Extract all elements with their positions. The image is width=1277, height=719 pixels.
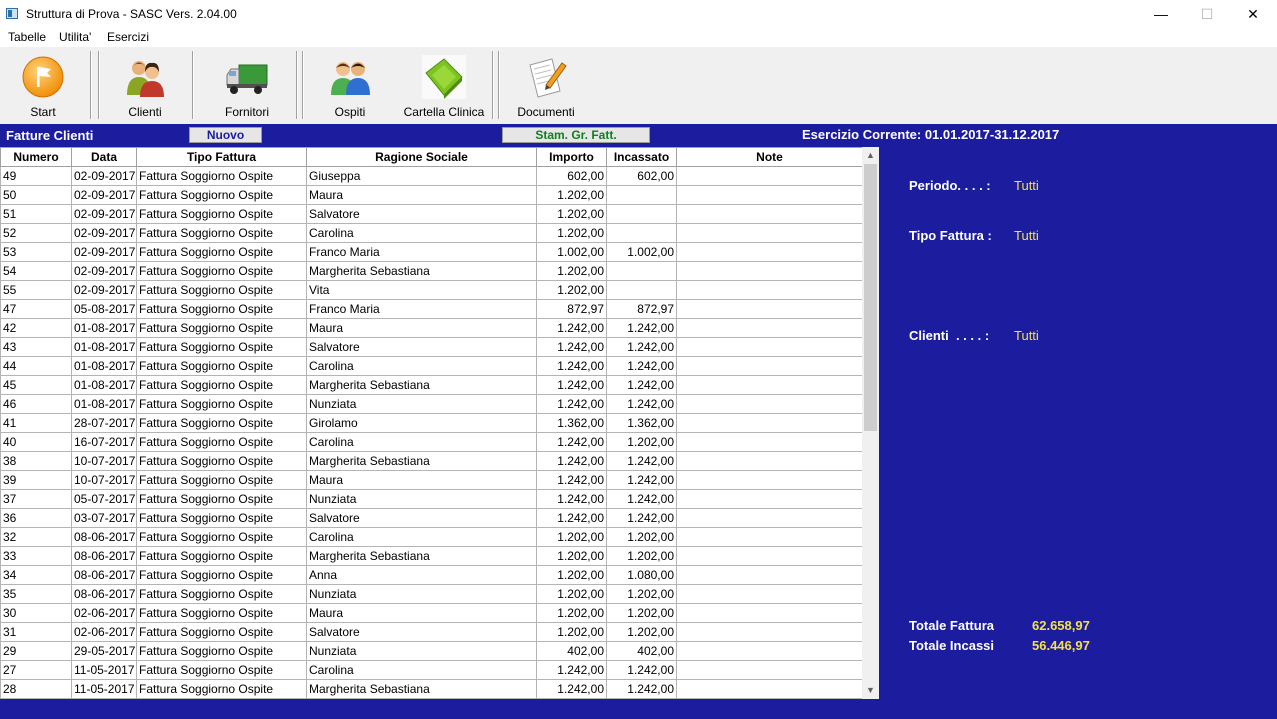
cell-ragione-sociale[interactable]: Giuseppa [307,167,537,186]
cell-importo[interactable]: 1.202,00 [537,205,607,224]
cell-data[interactable]: 08-06-2017 [72,528,137,547]
cell-numero[interactable]: 54 [1,262,72,281]
clienti-button[interactable] [100,47,190,124]
table-row[interactable] [1,680,863,699]
totale-fattura-value: 62.658,97 [1032,618,1090,633]
cell-data[interactable]: 02-09-2017 [72,205,137,224]
cell-data[interactable]: 02-09-2017 [72,186,137,205]
close-button[interactable]: ✕ [1247,6,1259,22]
cell-importo[interactable]: 1.202,00 [537,623,607,642]
cell-note[interactable] [677,623,863,642]
scroll-down-icon[interactable]: ▼ [866,685,875,695]
cell-numero[interactable]: 52 [1,224,72,243]
cell-data[interactable]: 08-06-2017 [72,547,137,566]
cell-numero[interactable]: 53 [1,243,72,262]
cell-numero[interactable]: 51 [1,205,72,224]
cell-note[interactable] [677,319,863,338]
cell-numero[interactable]: 50 [1,186,72,205]
table-row[interactable] [1,224,863,243]
cell-data[interactable]: 02-06-2017 [72,604,137,623]
column-header-numero[interactable]: Numero [1,148,72,167]
cell-incassato[interactable] [607,186,677,205]
column-header-tipo-fattura[interactable]: Tipo Fattura [137,148,307,167]
table-row[interactable] [1,205,863,224]
cell-note[interactable] [677,300,863,319]
fornitori-button[interactable] [200,47,294,124]
minimize-button[interactable]: — [1154,6,1168,22]
totale-fattura-label: Totale Fattura [909,618,994,633]
cell-note[interactable] [677,262,863,281]
cell-ragione-sociale[interactable]: Margherita Sebastiana [307,547,537,566]
cell-note[interactable] [677,281,863,300]
cell-data[interactable]: 02-09-2017 [72,262,137,281]
cell-ragione-sociale[interactable]: Franco Maria [307,243,537,262]
cell-note[interactable] [677,490,863,509]
cell-note[interactable] [677,357,863,376]
cell-numero[interactable]: 38 [1,452,72,471]
cell-importo[interactable]: 1.362,00 [537,414,607,433]
cell-importo[interactable]: 1.242,00 [537,395,607,414]
cell-importo[interactable]: 1.202,00 [537,281,607,300]
vertical-scrollbar[interactable] [862,147,879,699]
cell-importo[interactable]: 1.242,00 [537,319,607,338]
cell-ragione-sociale[interactable]: Vita [307,281,537,300]
table-row[interactable] [1,566,863,585]
cell-importo[interactable]: 1.242,00 [537,376,607,395]
cell-ragione-sociale[interactable]: Nunziata [307,490,537,509]
table-row[interactable] [1,243,863,262]
cell-data[interactable]: 02-06-2017 [72,623,137,642]
header-row [1,148,863,167]
table-row[interactable] [1,547,863,566]
cell-incassato[interactable]: 1.362,00 [607,414,677,433]
cell-tipo-fattura[interactable]: Fattura Soggiorno Ospite [137,281,307,300]
cell-incassato[interactable]: 1.080,00 [607,566,677,585]
tipo-fattura-label: Tipo Fattura : [909,228,992,243]
cell-tipo-fattura[interactable]: Fattura Soggiorno Ospite [137,604,307,623]
cell-tipo-fattura[interactable]: Fattura Soggiorno Ospite [137,224,307,243]
cartella-clinica-button[interactable] [398,47,490,124]
table-row[interactable] [1,338,863,357]
toolbar-separator [296,51,298,119]
cell-importo[interactable]: 1.202,00 [537,186,607,205]
ospiti-label: Ospiti [334,105,366,119]
document-pencil-icon [524,55,568,99]
cell-incassato[interactable] [607,224,677,243]
cell-numero[interactable]: 46 [1,395,72,414]
cell-numero[interactable]: 39 [1,471,72,490]
cell-numero[interactable]: 47 [1,300,72,319]
menu-tabelle[interactable]: Tabelle [8,30,47,44]
cell-tipo-fattura[interactable]: Fattura Soggiorno Ospite [137,300,307,319]
cell-data[interactable]: 16-07-2017 [72,433,137,452]
folder-icon [422,55,466,99]
table-row[interactable] [1,604,863,623]
cell-incassato[interactable]: 1.202,00 [607,585,677,604]
table-row[interactable] [1,414,863,433]
cell-incassato[interactable]: 1.242,00 [607,376,677,395]
cell-importo[interactable]: 1.242,00 [537,661,607,680]
cell-ragione-sociale[interactable]: Salvatore [307,205,537,224]
cell-incassato[interactable]: 1.202,00 [607,623,677,642]
cell-tipo-fattura[interactable]: Fattura Soggiorno Ospite [137,661,307,680]
cell-note[interactable] [677,414,863,433]
cell-note[interactable] [677,433,863,452]
cell-importo[interactable]: 1.202,00 [537,224,607,243]
cell-importo[interactable]: 1.202,00 [537,604,607,623]
cell-tipo-fattura[interactable]: Fattura Soggiorno Ospite [137,471,307,490]
title-bar [0,0,1277,28]
cell-note[interactable] [677,452,863,471]
cell-data[interactable]: 08-06-2017 [72,585,137,604]
cell-note[interactable] [677,338,863,357]
cell-note[interactable] [677,585,863,604]
cell-ragione-sociale[interactable]: Carolina [307,661,537,680]
table-row[interactable] [1,623,863,642]
cell-note[interactable] [677,186,863,205]
cell-data[interactable]: 10-07-2017 [72,471,137,490]
cell-ragione-sociale[interactable]: Franco Maria [307,300,537,319]
cell-ragione-sociale[interactable]: Salvatore [307,509,537,528]
cell-numero[interactable]: 36 [1,509,72,528]
cell-note[interactable] [677,205,863,224]
menu-esercizi[interactable]: Esercizi [107,30,150,44]
clients-icon [123,55,167,99]
cartella-clinica-label: Cartella Clinica [403,105,485,119]
cell-incassato[interactable]: 1.242,00 [607,395,677,414]
cell-importo[interactable]: 1.202,00 [537,262,607,281]
section-title: Fatture Clienti [6,128,94,143]
table-row[interactable] [1,186,863,205]
cell-importo[interactable]: 1.242,00 [537,338,607,357]
start-label: Start [30,105,56,119]
cell-ragione-sociale[interactable]: Carolina [307,433,537,452]
table-row[interactable] [1,300,863,319]
ospiti-button[interactable] [304,47,396,124]
fornitori-label: Fornitori [224,105,269,119]
cell-note[interactable] [677,547,863,566]
cell-ragione-sociale[interactable]: Carolina [307,224,537,243]
cell-data[interactable]: 03-07-2017 [72,509,137,528]
cell-incassato[interactable]: 1.202,00 [607,547,677,566]
cell-incassato[interactable]: 1.202,00 [607,604,677,623]
cell-numero[interactable]: 33 [1,547,72,566]
cell-incassato[interactable]: 1.242,00 [607,319,677,338]
cell-note[interactable] [677,604,863,623]
invoice-grid [0,147,862,699]
cell-ragione-sociale[interactable]: Carolina [307,357,537,376]
cell-incassato[interactable]: 1.242,00 [607,490,677,509]
cell-incassato[interactable]: 402,00 [607,642,677,661]
app-icon [6,8,18,19]
cell-importo[interactable]: 1.002,00 [537,243,607,262]
cell-tipo-fattura[interactable]: Fattura Soggiorno Ospite [137,509,307,528]
cell-data[interactable]: 01-08-2017 [72,376,137,395]
cell-numero[interactable]: 42 [1,319,72,338]
current-exercise: Esercizio Corrente: 01.01.2017-31.12.2017 [802,127,1060,142]
cell-incassato[interactable]: 602,00 [607,167,677,186]
cell-tipo-fattura[interactable]: Fattura Soggiorno Ospite [137,357,307,376]
cell-tipo-fattura[interactable]: Fattura Soggiorno Ospite [137,376,307,395]
cell-ragione-sociale[interactable]: Maura [307,471,537,490]
totale-incassi-value: 56.446,97 [1032,638,1090,653]
cell-importo[interactable]: 1.242,00 [537,471,607,490]
cell-importo[interactable]: 1.242,00 [537,680,607,699]
documenti-label: Documenti [517,105,575,119]
cell-incassato[interactable]: 1.202,00 [607,433,677,452]
table-row[interactable] [1,528,863,547]
cell-numero[interactable]: 43 [1,338,72,357]
cell-ragione-sociale[interactable]: Nunziata [307,395,537,414]
cell-note[interactable] [677,680,863,699]
cell-incassato[interactable] [607,281,677,300]
cell-numero[interactable]: 29 [1,642,72,661]
cell-ragione-sociale[interactable]: Carolina [307,528,537,547]
cell-data[interactable]: 11-05-2017 [72,680,137,699]
cell-incassato[interactable]: 1.242,00 [607,338,677,357]
column-header-data[interactable]: Data [72,148,137,167]
cell-tipo-fattura[interactable]: Fattura Soggiorno Ospite [137,547,307,566]
tipo-fattura-value[interactable]: Tutti [1014,228,1039,243]
guests-icon [328,55,372,99]
cell-data[interactable]: 02-09-2017 [72,224,137,243]
cell-importo[interactable]: 1.242,00 [537,490,607,509]
cell-tipo-fattura[interactable]: Fattura Soggiorno Ospite [137,186,307,205]
cell-data[interactable]: 11-05-2017 [72,661,137,680]
table-row[interactable] [1,661,863,680]
cell-incassato[interactable]: 1.242,00 [607,471,677,490]
cell-note[interactable] [677,566,863,585]
cell-ragione-sociale[interactable]: Salvatore [307,623,537,642]
cell-importo[interactable]: 1.242,00 [537,452,607,471]
cell-importo[interactable]: 1.242,00 [537,357,607,376]
cell-tipo-fattura[interactable]: Fattura Soggiorno Ospite [137,319,307,338]
cell-data[interactable]: 08-06-2017 [72,566,137,585]
cell-numero[interactable]: 27 [1,661,72,680]
cell-data[interactable]: 02-09-2017 [72,243,137,262]
start-button[interactable] [0,47,86,124]
cell-importo[interactable]: 1.202,00 [537,528,607,547]
menu-bar [0,28,1277,48]
toolbar [0,47,1277,124]
table-row[interactable] [1,642,863,661]
cell-ragione-sociale[interactable]: Maura [307,319,537,338]
table-row[interactable] [1,585,863,604]
cell-data[interactable]: 29-05-2017 [72,642,137,661]
cell-tipo-fattura[interactable]: Fattura Soggiorno Ospite [137,528,307,547]
cell-incassato[interactable]: 1.242,00 [607,661,677,680]
clienti-filter-value[interactable]: Tutti [1014,328,1039,343]
table-row[interactable] [1,471,863,490]
clienti-label: Clienti [128,105,162,119]
cell-importo[interactable]: 602,00 [537,167,607,186]
cell-tipo-fattura[interactable]: Fattura Soggiorno Ospite [137,338,307,357]
filter-panel [879,147,1277,699]
cell-incassato[interactable] [607,205,677,224]
cell-note[interactable] [677,642,863,661]
column-header-importo[interactable]: Importo [537,148,607,167]
cell-data[interactable]: 01-08-2017 [72,357,137,376]
truck-icon [225,55,269,99]
cell-ragione-sociale[interactable]: Margherita Sebastiana [307,262,537,281]
cell-incassato[interactable]: 1.242,00 [607,357,677,376]
table-row[interactable] [1,167,863,186]
table-row[interactable] [1,262,863,281]
cell-importo[interactable]: 1.202,00 [537,547,607,566]
scrollbar-thumb[interactable] [864,164,877,431]
cell-numero[interactable]: 44 [1,357,72,376]
scroll-up-icon[interactable]: ▲ [866,150,875,160]
start-flag-icon [21,55,65,99]
cell-numero[interactable]: 31 [1,623,72,642]
cell-note[interactable] [677,661,863,680]
periodo-value[interactable]: Tutti [1014,178,1039,193]
menu-utilita[interactable]: Utilita' [59,30,92,44]
cell-data[interactable]: 01-08-2017 [72,319,137,338]
window-title: Struttura di Prova - SASC Vers. 2.04.00 [26,7,237,21]
table-row[interactable] [1,281,863,300]
cell-data[interactable]: 10-07-2017 [72,452,137,471]
cell-tipo-fattura[interactable]: Fattura Soggiorno Ospite [137,623,307,642]
cell-note[interactable] [677,243,863,262]
table-row[interactable] [1,319,863,338]
cell-note[interactable] [677,528,863,547]
cell-note[interactable] [677,224,863,243]
maximize-button[interactable]: ☐ [1200,6,1214,22]
cell-tipo-fattura[interactable]: Fattura Soggiorno Ospite [137,452,307,471]
documenti-button[interactable] [500,47,592,124]
cell-incassato[interactable]: 1.002,00 [607,243,677,262]
cell-note[interactable] [677,471,863,490]
cell-numero[interactable]: 45 [1,376,72,395]
periodo-label: Periodo. . . . : [909,178,991,193]
cell-ragione-sociale[interactable]: Margherita Sebastiana [307,376,537,395]
cell-data[interactable]: 01-08-2017 [72,338,137,357]
cell-data[interactable]: 01-08-2017 [72,395,137,414]
cell-data[interactable]: 28-07-2017 [72,414,137,433]
cell-importo[interactable]: 1.202,00 [537,585,607,604]
table-row[interactable] [1,509,863,528]
cell-data[interactable]: 02-09-2017 [72,167,137,186]
nuovo-button[interactable]: Nuovo [189,127,262,143]
invoice-table [0,147,862,699]
cell-note[interactable] [677,376,863,395]
toolbar-separator [90,51,92,119]
cell-tipo-fattura[interactable]: Fattura Soggiorno Ospite [137,395,307,414]
cell-tipo-fattura[interactable]: Fattura Soggiorno Ospite [137,680,307,699]
toolbar-separator [192,51,194,119]
cell-tipo-fattura[interactable]: Fattura Soggiorno Ospite [137,205,307,224]
cell-ragione-sociale[interactable]: Margherita Sebastiana [307,680,537,699]
cell-incassato[interactable]: 872,97 [607,300,677,319]
column-header-note[interactable]: Note [677,148,863,167]
cell-incassato[interactable]: 1.242,00 [607,680,677,699]
cell-numero[interactable]: 37 [1,490,72,509]
cell-numero[interactable]: 28 [1,680,72,699]
cell-tipo-fattura[interactable]: Fattura Soggiorno Ospite [137,167,307,186]
cell-numero[interactable]: 32 [1,528,72,547]
cell-tipo-fattura[interactable]: Fattura Soggiorno Ospite [137,433,307,452]
grid-body [1,167,863,699]
cell-note[interactable] [677,395,863,414]
cell-tipo-fattura[interactable]: Fattura Soggiorno Ospite [137,642,307,661]
cell-tipo-fattura[interactable]: Fattura Soggiorno Ospite [137,585,307,604]
cell-ragione-sociale[interactable]: Nunziata [307,585,537,604]
cell-numero[interactable]: 35 [1,585,72,604]
table-row[interactable] [1,395,863,414]
cell-importo[interactable]: 1.242,00 [537,509,607,528]
cell-ragione-sociale[interactable]: Maura [307,186,537,205]
cell-numero[interactable]: 34 [1,566,72,585]
column-header-incassato[interactable]: Incassato [607,148,677,167]
cell-incassato[interactable] [607,262,677,281]
table-row[interactable] [1,376,863,395]
cell-note[interactable] [677,509,863,528]
cell-ragione-sociale[interactable]: Maura [307,604,537,623]
cell-tipo-fattura[interactable]: Fattura Soggiorno Ospite [137,414,307,433]
cell-incassato[interactable]: 1.242,00 [607,509,677,528]
column-header-ragione-sociale[interactable]: Ragione Sociale [307,148,537,167]
cell-data[interactable]: 05-07-2017 [72,490,137,509]
cell-tipo-fattura[interactable]: Fattura Soggiorno Ospite [137,243,307,262]
cell-data[interactable]: 02-09-2017 [72,281,137,300]
cell-importo[interactable]: 872,97 [537,300,607,319]
table-row[interactable] [1,357,863,376]
cell-tipo-fattura[interactable]: Fattura Soggiorno Ospite [137,490,307,509]
table-row[interactable] [1,452,863,471]
cell-note[interactable] [677,167,863,186]
cell-numero[interactable]: 49 [1,167,72,186]
cell-ragione-sociale[interactable]: Salvatore [307,338,537,357]
table-row[interactable] [1,433,863,452]
cell-ragione-sociale[interactable]: Margherita Sebastiana [307,452,537,471]
cell-incassato[interactable]: 1.242,00 [607,452,677,471]
clienti-filter-label: Clienti . . . . : [909,328,990,343]
cell-ragione-sociale[interactable]: Anna [307,566,537,585]
cell-numero[interactable]: 41 [1,414,72,433]
stampa-gruppo-fatture-button[interactable]: Stam. Gr. Fatt. [502,127,650,143]
totale-incassi-label: Totale Incassi [909,638,995,653]
cell-ragione-sociale[interactable]: Girolamo [307,414,537,433]
cell-numero[interactable]: 30 [1,604,72,623]
cell-numero[interactable]: 55 [1,281,72,300]
toolbar-separator [492,51,494,119]
cell-tipo-fattura[interactable]: Fattura Soggiorno Ospite [137,262,307,281]
table-row[interactable] [1,490,863,509]
cell-tipo-fattura[interactable]: Fattura Soggiorno Ospite [137,566,307,585]
bottom-bar [0,699,1277,719]
cell-data[interactable]: 05-08-2017 [72,300,137,319]
cell-numero[interactable]: 40 [1,433,72,452]
cell-incassato[interactable]: 1.202,00 [607,528,677,547]
cell-importo[interactable]: 1.202,00 [537,566,607,585]
cell-importo[interactable]: 1.242,00 [537,433,607,452]
status-strip [0,124,1277,147]
cell-ragione-sociale[interactable]: Nunziata [307,642,537,661]
cell-importo[interactable]: 402,00 [537,642,607,661]
